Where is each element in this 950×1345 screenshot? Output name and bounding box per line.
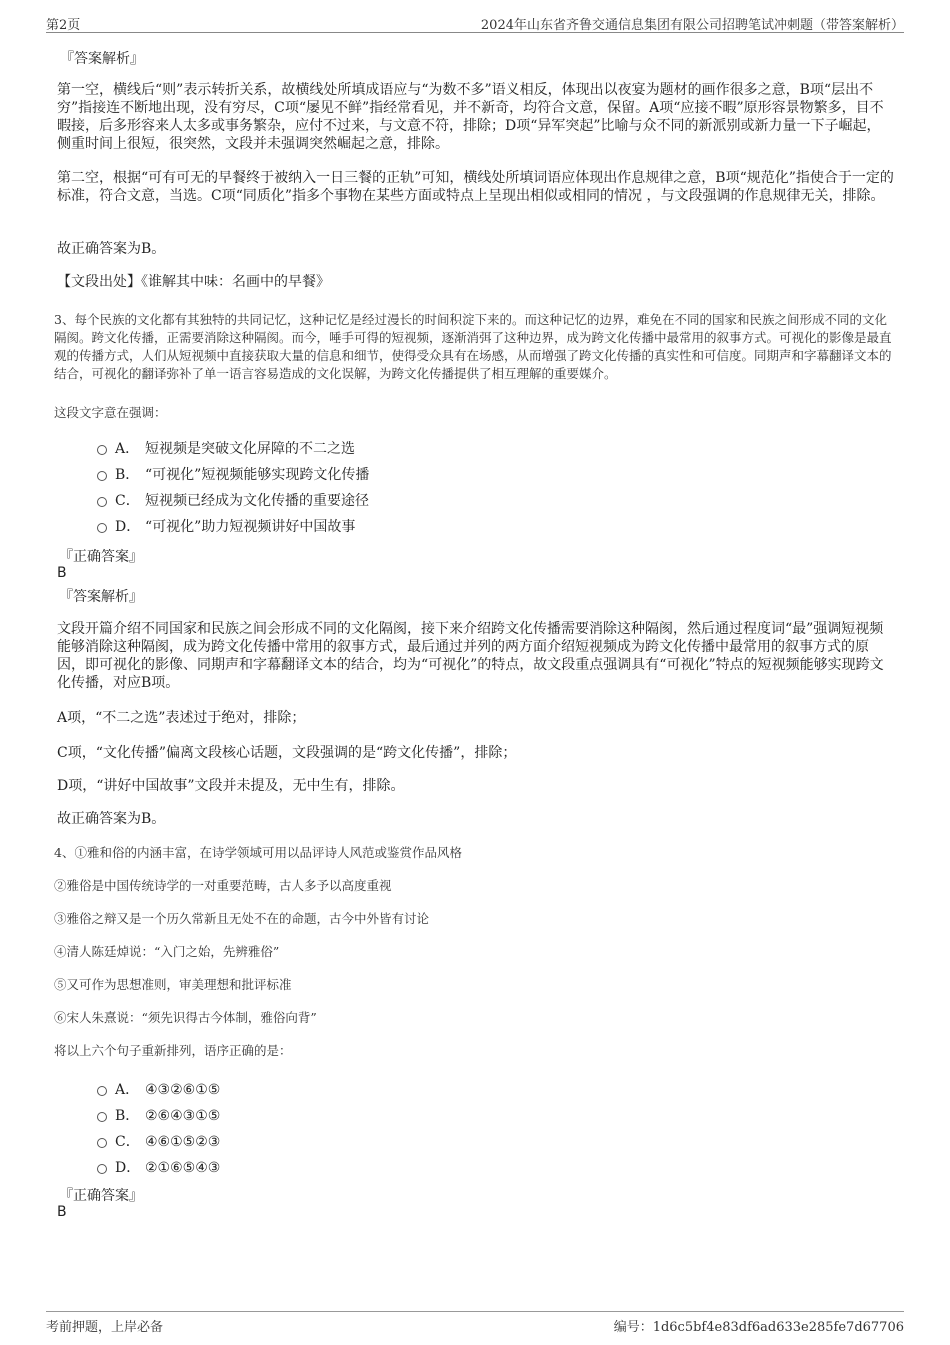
q3-analysis-a: A项，“不二之选”表述过于绝对，排除； xyxy=(57,710,306,726)
q4-answer-label: 『正确答案』 xyxy=(59,1188,143,1204)
footer-slogan: 考前押题，上岸必备 xyxy=(46,1320,164,1335)
option-text: ④③②⑥①⑤ xyxy=(145,1082,221,1098)
q4-option-c[interactable] xyxy=(57,1129,894,1155)
q3-analysis-label: 『答案解析』 xyxy=(59,589,143,605)
q2-analysis-paragraph-2: 第二空，根据“可有可无的早餐终于被纳入一日三餐的正轨”可知，横线处所填词语应体现出作息规律之意，B项“规范化”指使合于一定的标准，符合文意，当选。C项“同质化”指多个事物在某些方面或特点上呈现出相似或相同的情况 ，与文段强调的作息规律无关，排除。 xyxy=(57,170,894,204)
option-text: “可视化”短视频能够实现跨文化传播 xyxy=(145,467,370,483)
q3-option-a[interactable] xyxy=(57,436,894,462)
q3-option-d[interactable] xyxy=(57,514,894,540)
q4-sentence-6: ⑥宋人朱熹说：“须先识得古今体制，雅俗向背” xyxy=(54,1010,317,1025)
q2-conclusion: 故正确答案为B。 xyxy=(57,241,166,257)
q3-analysis-paragraph-1: 文段开篇介绍不同国家和民族之间会形成不同的文化隔阂，接下来介绍跨文化传播需要消除这种隔阂，然后通过程度词“最”强调短视频能够消除这种隔阂，成为跨文化传播中常用的叙事方式，最后通过并列的两方面介绍短视频成为跨文化传播中最常用的叙事方式的原因，即可视化的影像、同期声和字幕翻译文本的结合，均为“可视化”的特点，故文段重点强调具有“可视化”特点的短视频能够实现跨文化传播，对应B项。 xyxy=(57,621,884,691)
q2-analysis-paragraph-1: 第一空，横线后“则”表示转折关系，故横线处所填成语应与“为数不多”语义相反，体现出以夜宴为题材的画作很多之意，B项“层出不穷”指接连不断地出现，没有穷尽，C项“屡见不鲜”指经常看见，并不新奇，均符合文意，保留。A项“应接不暇”原形容景物繁多，目不暇接，后多形容来人太多或事务繁杂，应付不过来，与文意不符，排除；D项“异军突起”比喻与众不同的新派别或新力量一下子崛起，侧重时间上很短，很突然，文段并未强调突然崛起之意，排除。 xyxy=(57,82,884,152)
document-title: 2024年山东省齐鲁交通信息集团有限公司招聘笔试冲刺题（带答案解析） xyxy=(480,18,904,33)
q4-option-d[interactable] xyxy=(57,1155,894,1181)
option-letter: A． xyxy=(115,1082,140,1098)
q3-option-c[interactable] xyxy=(57,488,894,514)
radio-icon[interactable] xyxy=(97,523,107,533)
q4-option-a[interactable] xyxy=(57,1077,894,1103)
q4-sentence-2: ②雅俗是中国传统诗学的一对重要范畴，古人多予以高度重视 xyxy=(54,878,392,893)
page-number: 第2页 xyxy=(46,18,81,33)
radio-icon[interactable] xyxy=(97,1138,107,1148)
q4-answer: B xyxy=(57,1204,67,1220)
radio-icon[interactable] xyxy=(97,1112,107,1122)
radio-icon[interactable] xyxy=(97,445,107,455)
q2-analysis-label: 『答案解析』 xyxy=(60,51,144,67)
q3-conclusion: 故正确答案为B。 xyxy=(57,811,166,827)
option-text: ②⑥④③①⑤ xyxy=(145,1108,221,1124)
q3-analysis-c: C项，“文化传播”偏离文段核心话题，文段强调的是“跨文化传播”，排除； xyxy=(57,745,517,761)
q4-prompt: 将以上六个句子重新排列，语序正确的是： xyxy=(54,1043,292,1058)
q4-sentence-4: ④清人陈廷焯说：“入门之始，先辨雅俗” xyxy=(54,944,280,959)
option-letter: B． xyxy=(115,1108,140,1124)
radio-icon[interactable] xyxy=(97,497,107,507)
q4-sentence-1: 4、①雅和俗的内涵丰富，在诗学领域可用以品评诗人风范或鉴赏作品风格 xyxy=(54,845,462,860)
option-letter: C． xyxy=(115,493,140,509)
radio-icon[interactable] xyxy=(97,1164,107,1174)
q3-analysis-d: D项，“讲好中国故事”文段并未提及，无中生有，排除。 xyxy=(57,778,405,794)
q3-option-b[interactable] xyxy=(57,462,894,488)
q3-prompt: 这段文字意在强调： xyxy=(54,405,167,420)
document-id: 编号：1d6c5bf4e83df6ad633e285fe7d67706 xyxy=(613,1320,904,1335)
q4-options xyxy=(57,1077,894,1181)
radio-icon[interactable] xyxy=(97,1086,107,1096)
option-text: 短视频已经成为文化传播的重要途径 xyxy=(145,493,369,509)
option-text: ④⑥①⑤②③ xyxy=(145,1134,221,1150)
q3-stem: 3、每个民族的文化都有其独特的共同记忆，这种记忆是经过漫长的时间积淀下来的。而这种记忆的边界，难免在不同的国家和民族之间形成不同的文化隔阂。跨文化传播，正需要消除这种隔阂。而今，唾手可得的短视频，逐渐消弭了这种边界，成为跨文化传播中最常用的叙事方式。可视化的影像是最直观的传播方式，人们从短视频中直接获取大量的信息和细节，使得受众具有在场感，从而增强了跨文化传播的真实性和可信度。同期声和字幕翻译文本的结合，可视化的翻译弥补了单一语言容易造成的文化误解，为跨文化传播提供了相互理解的重要媒介。 xyxy=(54,312,892,381)
option-text: “可视化”助力短视频讲好中国故事 xyxy=(145,519,356,535)
option-letter: A． xyxy=(115,441,140,457)
q3-options xyxy=(57,436,894,540)
radio-icon[interactable] xyxy=(97,471,107,481)
page-header xyxy=(46,12,904,33)
q4-sentence-5: ⑤又可作为思想准则，审美理想和批评标准 xyxy=(54,977,292,992)
q2-source: 【文段出处】《谁解其中味：名画中的早餐》 xyxy=(57,274,330,290)
q4-option-b[interactable] xyxy=(57,1103,894,1129)
page-footer xyxy=(46,1311,904,1334)
option-letter: D． xyxy=(115,1160,141,1176)
q3-answer: B xyxy=(57,565,67,581)
q4-sentence-3: ③雅俗之辩又是一个历久常新且无处不在的命题，古今中外皆有讨论 xyxy=(54,911,430,926)
option-letter: C． xyxy=(115,1134,140,1150)
option-letter: B． xyxy=(115,467,140,483)
q3-answer-label: 『正确答案』 xyxy=(59,549,143,565)
option-letter: D． xyxy=(115,519,141,535)
option-text: ②①⑥⑤④③ xyxy=(145,1160,221,1176)
option-text: 短视频是突破文化屏障的不二之选 xyxy=(145,441,355,457)
